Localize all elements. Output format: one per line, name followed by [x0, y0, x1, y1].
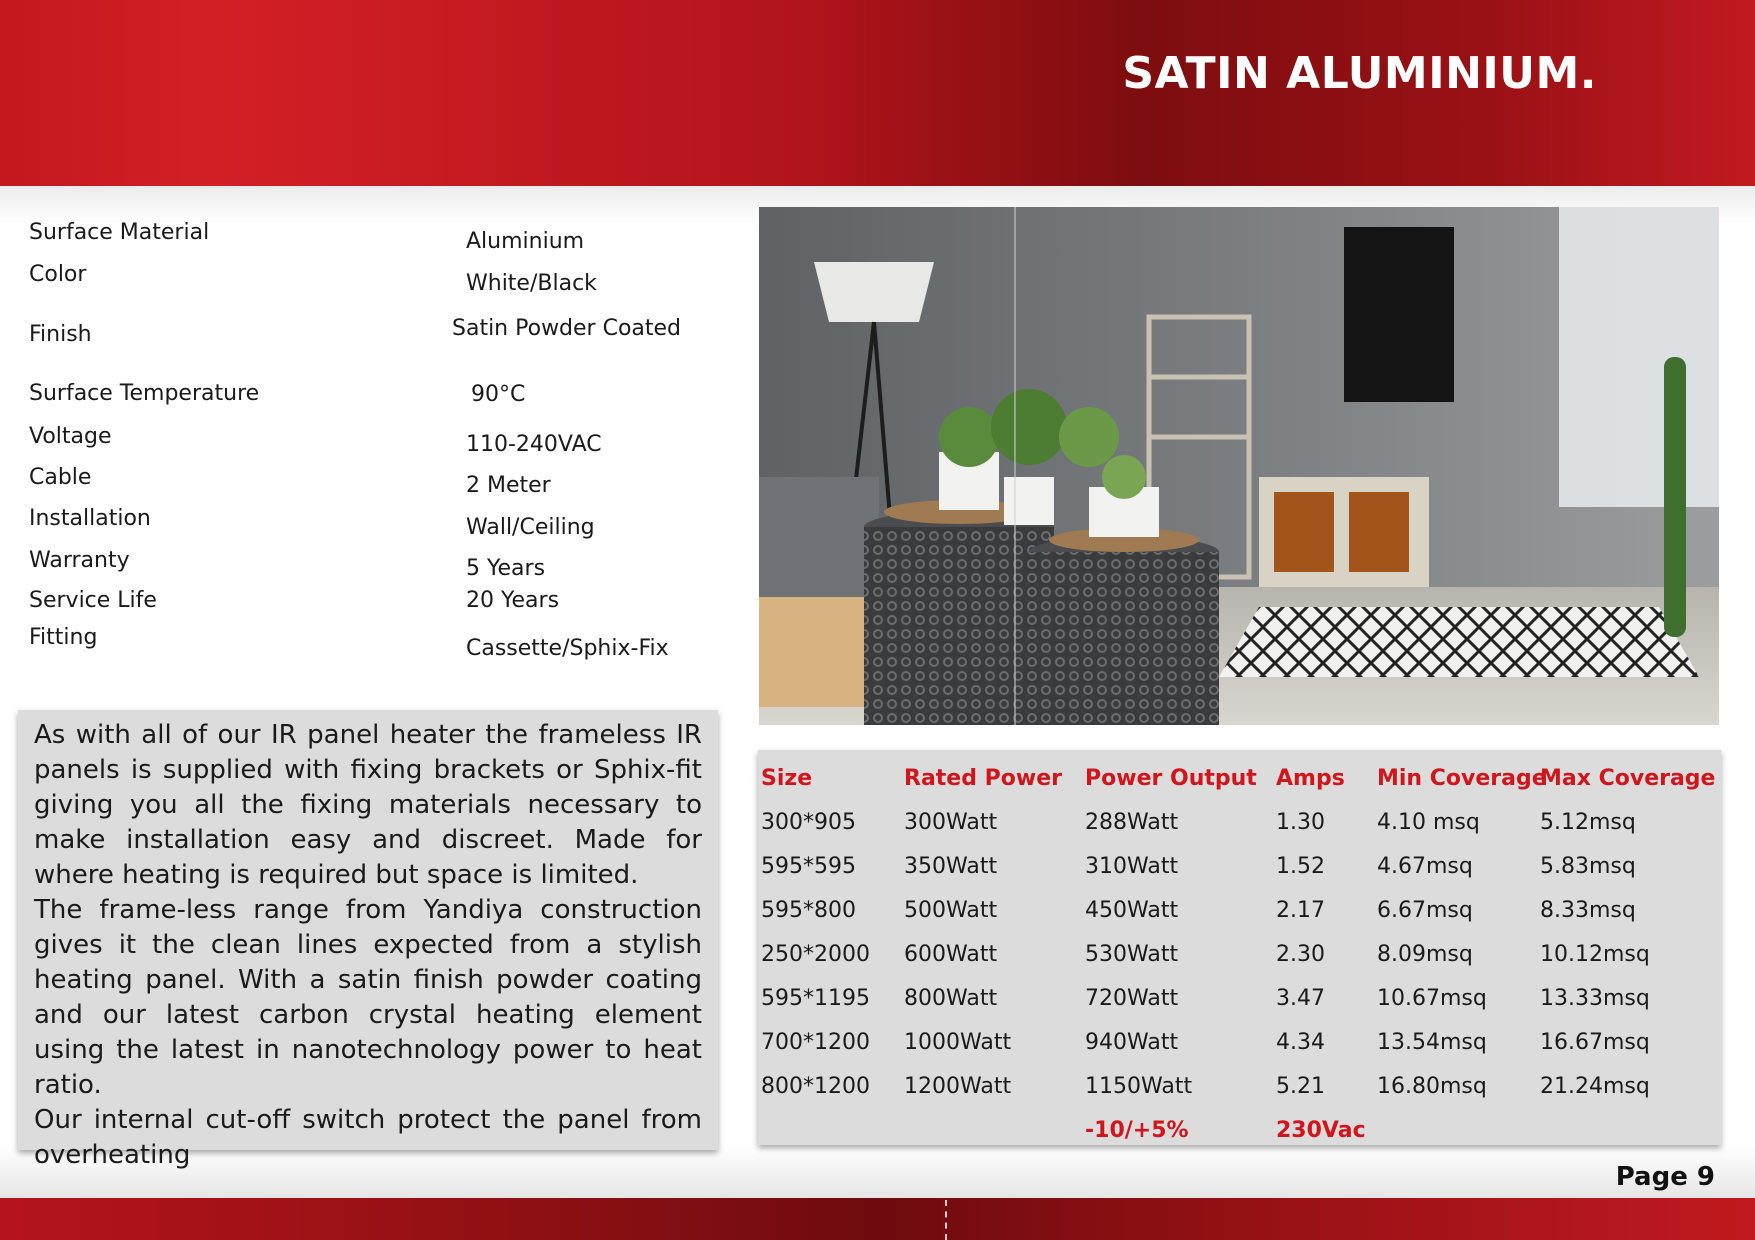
- table-cell: 600Watt: [904, 942, 998, 967]
- description-paragraph: The frame-less range from Yandiya construction gives it the clean lines expected from a stylish heating panel. With a satin finish powder coating and our latest carbon crystal heating element using the latest in nanotechnology power to heat ratio.: [34, 895, 702, 1100]
- table-cell: 4.10 msq: [1377, 810, 1480, 835]
- table-cell: 1150Watt: [1085, 1074, 1193, 1099]
- spec-label: Surface Temperature: [29, 381, 260, 406]
- spec-row: [0, 424, 720, 458]
- spec-value: 110-240VAC: [466, 432, 602, 457]
- table-cell: 2.30: [1276, 942, 1325, 967]
- specs-table: [758, 750, 1721, 1145]
- table-cell: 1.30: [1276, 810, 1325, 835]
- table-cell: 500Watt: [904, 898, 998, 923]
- table-cell: 10.12msq: [1540, 942, 1650, 967]
- table-cell: 1.52: [1276, 854, 1325, 879]
- table-cell: 5.12msq: [1540, 810, 1636, 835]
- page-title: SATIN ALUMINIUM.: [1122, 48, 1597, 99]
- description-paragraph: Our internal cut-off switch protect the panel from overheating: [34, 1105, 702, 1170]
- spec-label: Fitting: [29, 625, 98, 650]
- table-cell: 6.67msq: [1377, 898, 1473, 923]
- table-cell: 21.24msq: [1540, 1074, 1650, 1099]
- spec-row: [0, 625, 720, 659]
- spec-label: Color: [29, 262, 87, 287]
- spec-value: Aluminium: [466, 229, 585, 254]
- spec-value: 5 Years: [466, 556, 546, 581]
- spec-value: 90°C: [471, 382, 526, 407]
- table-cell: 1000Watt: [904, 1030, 1012, 1055]
- table-cell: 310Watt: [1085, 854, 1179, 879]
- spec-label: Installation: [29, 506, 151, 531]
- table-cell: 4.34: [1276, 1030, 1325, 1055]
- footer-banner: [0, 1198, 1755, 1240]
- spec-row: [0, 262, 720, 296]
- table-cell: 300Watt: [904, 810, 998, 835]
- table-cell: 13.54msq: [1377, 1030, 1487, 1055]
- column-header: Max Coverage: [1540, 766, 1716, 791]
- table-cell: 5.21: [1276, 1074, 1325, 1099]
- description-box: [18, 710, 718, 1170]
- spec-row: [0, 506, 720, 540]
- table-cell: 595*595: [761, 854, 856, 879]
- room-photo: [759, 207, 1719, 725]
- column-header: Rated Power: [904, 766, 1062, 791]
- page-number: Page 9: [1615, 1162, 1715, 1192]
- footer-divider: [945, 1200, 947, 1240]
- spec-value: White/Black: [466, 271, 597, 296]
- spec-label: Finish: [29, 322, 92, 347]
- table-cell: 8.33msq: [1540, 898, 1636, 923]
- column-header: Amps: [1276, 766, 1345, 791]
- voltage-note: 230Vac: [1276, 1118, 1366, 1143]
- room-illustration: [759, 207, 1719, 725]
- spec-value: Wall/Ceiling: [466, 515, 595, 540]
- table-cell: 10.67msq: [1377, 986, 1487, 1011]
- power-tolerance-note: -10/+5%: [1085, 1118, 1189, 1143]
- spec-label: Cable: [29, 465, 92, 490]
- table-cell: 8.09msq: [1377, 942, 1473, 967]
- description-text: [34, 718, 702, 1173]
- table-cell: 13.33msq: [1540, 986, 1650, 1011]
- table-cell: 16.80msq: [1377, 1074, 1487, 1099]
- spec-row: [0, 220, 720, 254]
- table-cell: 940Watt: [1085, 1030, 1179, 1055]
- spec-row: [0, 588, 720, 622]
- column-header: Power Output: [1085, 766, 1257, 791]
- table-cell: 4.67msq: [1377, 854, 1473, 879]
- table-cell: 700*1200: [761, 1030, 870, 1055]
- table-cell: 3.47: [1276, 986, 1325, 1011]
- table-cell: 250*2000: [761, 942, 870, 967]
- spec-row: [0, 381, 720, 415]
- spec-value: Cassette/Sphix-Fix: [466, 636, 669, 661]
- spec-value: Satin Powder Coated: [452, 316, 682, 341]
- table-cell: 720Watt: [1085, 986, 1179, 1011]
- spec-value: 20 Years: [466, 588, 560, 613]
- header-banner: [0, 0, 1755, 186]
- spec-row: [0, 548, 720, 582]
- column-header: Size: [761, 766, 813, 791]
- spec-label: Surface Material: [29, 220, 210, 245]
- spec-label: Service Life: [29, 588, 157, 613]
- table-cell: 5.83msq: [1540, 854, 1636, 879]
- table-cell: 450Watt: [1085, 898, 1179, 923]
- table-cell: 300*905: [761, 810, 856, 835]
- table-cell: 800Watt: [904, 986, 998, 1011]
- table-cell: 1200Watt: [904, 1074, 1012, 1099]
- table-cell: 2.17: [1276, 898, 1325, 923]
- spec-label: Warranty: [29, 548, 130, 573]
- table-cell: 16.67msq: [1540, 1030, 1650, 1055]
- spec-row: [0, 316, 720, 356]
- spec-row: [0, 465, 720, 499]
- table-cell: 530Watt: [1085, 942, 1179, 967]
- table-cell: 288Watt: [1085, 810, 1179, 835]
- table-cell: 595*800: [761, 898, 856, 923]
- table-cell: 350Watt: [904, 854, 998, 879]
- column-header: Min Coverage: [1377, 766, 1547, 791]
- description-paragraph: As with all of our IR panel heater the frameless IR panels is supplied with fixing brackets or Sphix-fit giving you all the fixing materials necessary to make installation easy and discreet. Made for where heating is required but space is limited.: [34, 720, 702, 890]
- table-cell: 800*1200: [761, 1074, 870, 1099]
- spec-label: Voltage: [29, 424, 112, 449]
- table-cell: 595*1195: [761, 986, 870, 1011]
- spec-value: 2 Meter: [466, 473, 551, 498]
